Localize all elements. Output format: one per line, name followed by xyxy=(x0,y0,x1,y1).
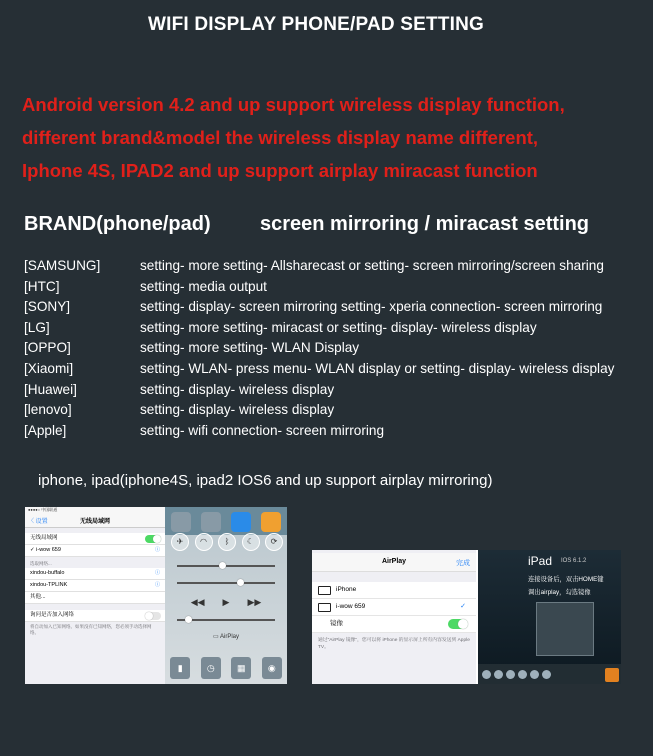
list-item xyxy=(24,256,649,277)
app-icon xyxy=(171,512,191,532)
setting-path: setting- media output xyxy=(140,278,267,294)
brand-name: [Apple] xyxy=(24,422,67,438)
monitor-icon xyxy=(318,586,331,595)
done-button: 完成 xyxy=(456,560,470,567)
app-icon xyxy=(261,512,281,532)
forward-icon: ▶▶ xyxy=(247,597,262,607)
list-item xyxy=(24,421,649,442)
ipad-version: IOS 6.1.2 xyxy=(561,558,587,564)
list-item xyxy=(24,338,649,359)
airplay-label: ▭ AirPlay xyxy=(212,634,239,640)
volume-slider xyxy=(177,619,275,621)
brand-name: [HTC] xyxy=(24,278,60,294)
setting-path: setting- more setting- miracast or setting- display- wireless display xyxy=(140,319,537,335)
dock-icon xyxy=(494,670,503,679)
airplay-popup-thumbnail xyxy=(536,602,594,656)
notice-line: Iphone 4S, IPAD2 and up support airplay miracast function xyxy=(22,160,538,181)
quick-tools-row xyxy=(165,652,287,684)
network-cell xyxy=(25,568,165,580)
footnote: 将自动加入已知网络。如果没有已知网络，您必须手动选择网络。 xyxy=(30,624,152,635)
ipad-instruction: 连接设备后，双击HOME键 xyxy=(528,576,604,583)
setting-path: setting- more setting- Allsharecast or setting- screen mirroring/screen sharing xyxy=(140,258,604,273)
airplay-note: iphone, ipad(iphone4S, ipad2 IOS6 and up support airplay mirroring) xyxy=(38,472,493,489)
info-icon: ⓘ xyxy=(154,570,160,576)
nav-title: 无线局域网 xyxy=(79,519,110,525)
rewind-icon: ◀◀ xyxy=(190,597,205,607)
moon-icon: ☾ xyxy=(242,533,260,551)
slider-knob xyxy=(185,616,192,623)
music-icon xyxy=(605,668,619,682)
device-row xyxy=(312,599,476,616)
back-button: 〈 设置 xyxy=(28,519,48,525)
iphone-settings-screenshot xyxy=(25,507,287,684)
rotation-lock-icon: ⟳ xyxy=(265,533,283,551)
setting-path: setting- display- wireless display xyxy=(140,402,335,418)
network-name: xindou-TPLINK xyxy=(30,582,68,588)
brand-name: [SAMSUNG] xyxy=(24,258,101,273)
calculator-icon: ▦ xyxy=(231,657,251,679)
ipad-name: iPad xyxy=(528,554,553,568)
dock-icon xyxy=(530,670,539,679)
camera-icon: ◉ xyxy=(262,657,282,679)
ipad-instruction: 调出airplay，勾选镜像 xyxy=(528,589,591,596)
progress-slider xyxy=(177,582,275,584)
app-icon xyxy=(201,512,221,532)
setting-path: setting- display- screen mirroring setting- xperia connection- screen mirroring xyxy=(140,299,603,315)
play-icon: ▶ xyxy=(222,597,230,607)
connected-network: ✓ i-wow 659 xyxy=(30,547,61,553)
notice-line: Android version 4.2 and up support wireless display function, xyxy=(22,94,565,115)
notice-line: different brand&model the wireless display name different, xyxy=(22,127,539,148)
setting-path: setting- WLAN- press menu- WLAN display or setting- display- wireless display xyxy=(140,360,615,376)
brand-name: [LG] xyxy=(24,319,50,335)
device-name: iPhone xyxy=(336,586,357,593)
ask-join-label: 询问是否加入网络 xyxy=(30,612,75,618)
dock-icon xyxy=(482,670,491,679)
airplane-icon: ✈ xyxy=(171,533,189,551)
info-icon: ⓘ xyxy=(154,582,160,588)
wifi-label: 无线局域网 xyxy=(30,535,58,541)
nav-bar xyxy=(25,513,165,528)
control-center-panel xyxy=(165,507,287,684)
ask-join-cell xyxy=(25,610,165,622)
bluetooth-icon: ᛒ xyxy=(218,533,236,551)
monitor-icon xyxy=(318,603,331,612)
connected-network-cell xyxy=(25,545,165,557)
brightness-slider xyxy=(177,565,275,567)
mirroring-toggle xyxy=(448,619,468,629)
wifi-icon: ◠ xyxy=(195,533,213,551)
ipad-screen xyxy=(478,550,621,684)
setting-path: setting- more setting- WLAN Display xyxy=(140,340,360,356)
app-icons-row xyxy=(165,507,287,535)
setting-column-header: screen mirroring / miracast setting xyxy=(260,213,590,235)
dock-icon xyxy=(542,670,551,679)
wifi-settings-panel xyxy=(25,507,165,684)
brand-column-header: BRAND(phone/pad) xyxy=(24,213,211,235)
section-label: 选取网络... xyxy=(30,561,52,566)
device-row xyxy=(312,582,476,599)
clock-icon: ◷ xyxy=(201,657,221,679)
brand-name: [OPPO] xyxy=(24,340,71,356)
airplay-footnote: 通过"AirPlay 镜像"，您可以将 iPhone 的显示屏上所有内容发送到 Apple TV。 xyxy=(318,638,470,650)
list-item xyxy=(24,400,649,421)
setting-path: setting- wifi connection- screen mirroring xyxy=(140,422,385,438)
airplay-title: AirPlay xyxy=(381,558,407,565)
flashlight-icon: ▮ xyxy=(170,657,190,679)
page-title: WIFI DISPLAY PHONE/PAD SETTING xyxy=(147,14,485,35)
toggle-buttons-row xyxy=(171,533,283,551)
info-icon: ⓘ xyxy=(154,547,160,553)
device-name: i-wow 659 xyxy=(336,603,366,610)
list-item xyxy=(24,359,649,380)
brand-name: [Huawei] xyxy=(24,381,77,397)
list-item xyxy=(24,380,649,401)
slider-knob xyxy=(219,562,226,569)
wifi-toggle-cell xyxy=(25,533,165,545)
network-cell xyxy=(25,580,165,592)
list-item xyxy=(24,318,649,339)
list-item xyxy=(24,297,649,318)
list-item xyxy=(24,277,649,298)
setting-path: setting- display- wireless display xyxy=(140,381,335,397)
dock-icon xyxy=(506,670,515,679)
other-network-cell: 其他... xyxy=(25,592,165,604)
dock-icon xyxy=(518,670,527,679)
airplay-panel xyxy=(312,550,476,684)
airplay-screenshot xyxy=(312,550,621,684)
wifi-toggle xyxy=(145,535,161,543)
checkmark-icon: ✓ xyxy=(460,603,466,610)
media-controls xyxy=(165,597,287,608)
mirroring-row xyxy=(312,616,476,633)
network-name: xindou-buffalo xyxy=(30,570,65,576)
brand-name: [SONY] xyxy=(24,299,71,315)
slider-knob xyxy=(237,579,244,586)
brand-settings-list xyxy=(24,256,649,441)
mirroring-label: 镜像 xyxy=(330,620,343,627)
airplay-header xyxy=(312,553,476,572)
app-icon xyxy=(231,512,251,532)
ask-join-toggle xyxy=(145,612,161,620)
notice-block xyxy=(22,88,647,187)
brand-name: [Xiaomi] xyxy=(24,360,74,376)
status-bar: ●●●●○ 中国联通 xyxy=(25,507,165,513)
brand-name: [lenovo] xyxy=(24,402,72,418)
dock xyxy=(478,664,621,684)
